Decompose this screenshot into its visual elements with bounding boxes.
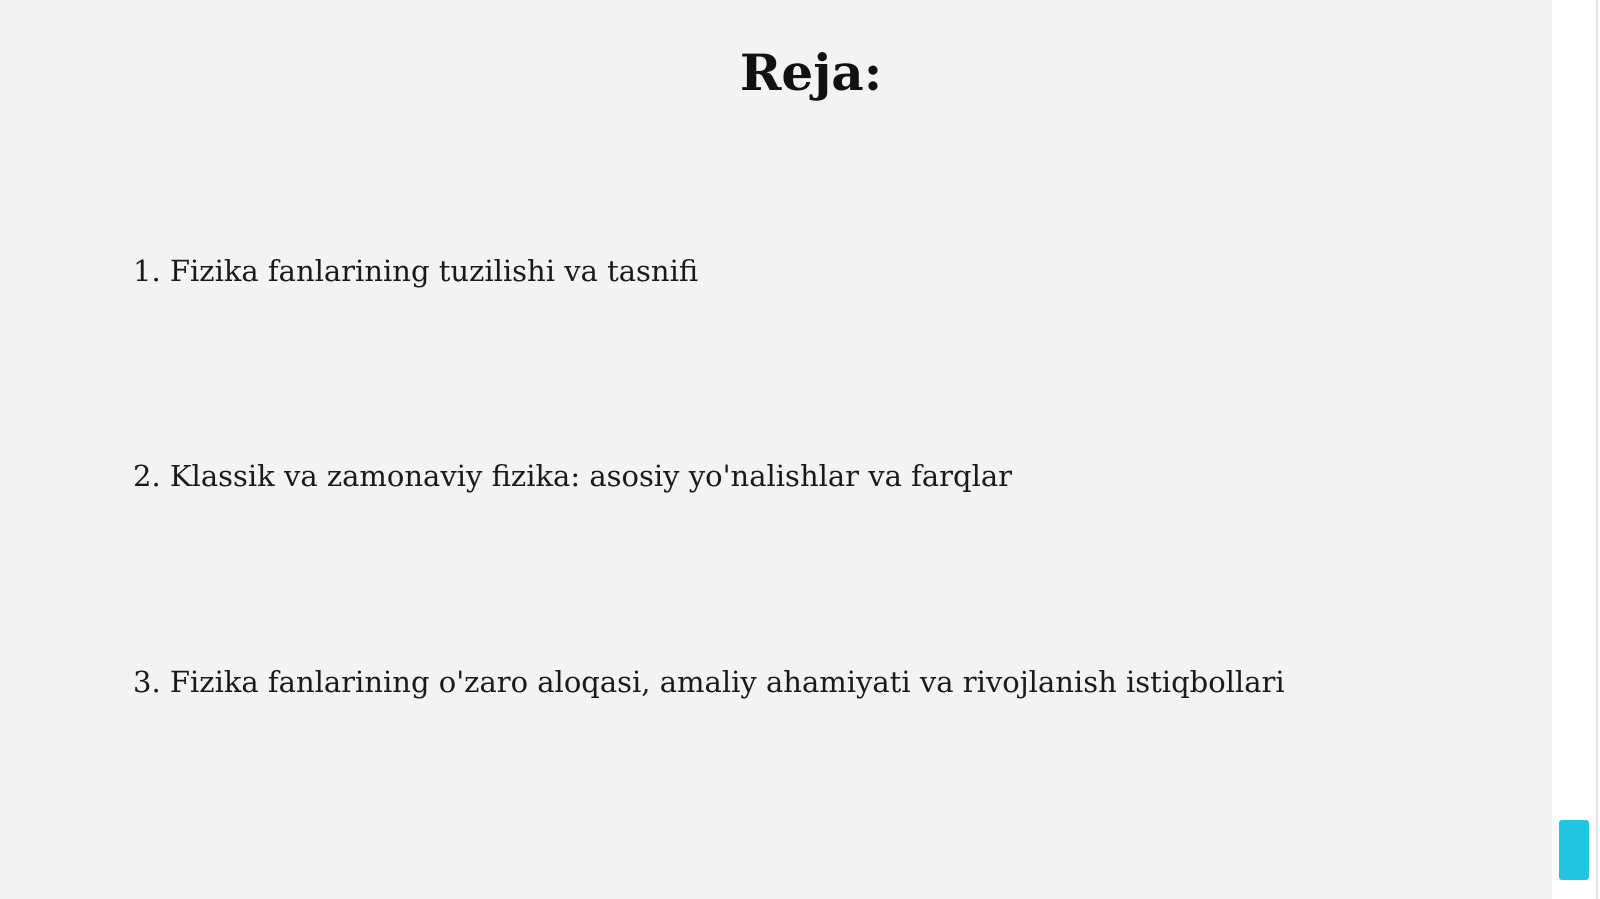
scroll-handle[interactable] [1559,820,1589,880]
plan-item-3: 3. Fizika fanlarining o'zaro aloqasi, amaliy ahamiyati va rivojlanish istiqbollari [133,665,1285,699]
page-edge [1596,0,1598,899]
plan-item-2: 2. Klassik va zamonaviy fizika: asosiy yo'nalishlar va farqlar [133,459,1013,493]
slide-title: Reja: [739,43,883,102]
right-margin [1552,0,1600,899]
plan-item-1: 1. Fizika fanlarining tuzilishi va tasnifi [133,254,699,288]
